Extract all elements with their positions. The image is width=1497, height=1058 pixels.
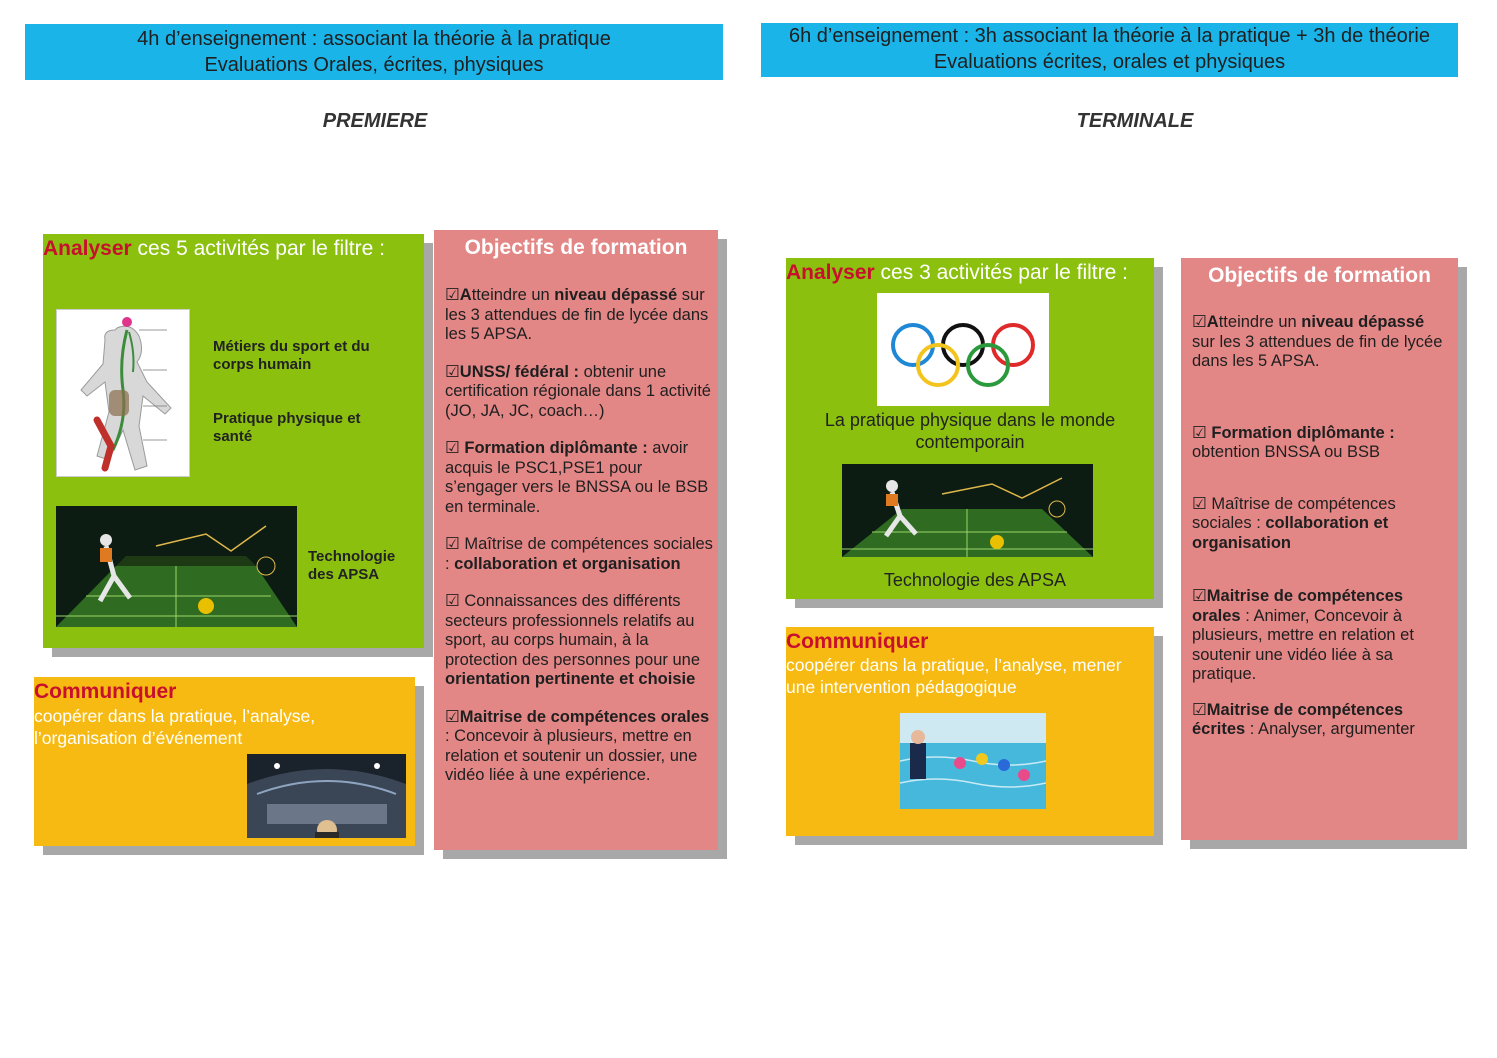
right-analyse-heading bbox=[786, 260, 1154, 286]
right-communiquer-text: coopérer dans la pratique, l’analyse, mener une intervention pédagogique bbox=[786, 655, 1122, 697]
list-item: ☑ Formation diplômante : obtention BNSSA ou BSB bbox=[1192, 423, 1395, 461]
right-banner-line2: Evaluations écrites, orales et physiques bbox=[933, 51, 1286, 73]
list-item: ☑Atteindre un niveau dépassé sur les 3 attendues de fin de lycée dans les 5 APSA. bbox=[1192, 313, 1443, 370]
label-pratique-sante: Pratique physique et santé bbox=[213, 410, 361, 445]
right-objectifs-card bbox=[1181, 258, 1458, 840]
left-banner-line2: Evaluations Orales, écrites, physiques bbox=[204, 54, 544, 76]
list-item: ☑Maitrise de compétences orales : Concevoir à plusieurs, mettre en relation et soutenir un dossier, une vidéo liée à une expérience. bbox=[445, 707, 710, 784]
right-banner-line1: 6h d’enseignement : 3h associant la théorie à la pratique + 3h de théorie bbox=[789, 25, 1430, 47]
label-monde-contemporain: La pratique physique dans le monde contemporain bbox=[824, 410, 1116, 452]
left-communiquer-text: coopérer dans la pratique, l’analyse, l’organisation d’événement bbox=[34, 706, 316, 748]
anatomy-image bbox=[56, 309, 190, 477]
technologie-image bbox=[56, 506, 297, 627]
right-analyse-rest: ces 3 activités par le filtre : bbox=[874, 261, 1128, 284]
left-analyse-card bbox=[43, 234, 424, 648]
left-analyse-rest: ces 5 activités par le filtre : bbox=[131, 237, 385, 260]
left-communiquer-title: Communiquer bbox=[34, 680, 177, 703]
left-banner-line1: 4h d’enseignement : associant la théorie à la pratique bbox=[137, 28, 611, 50]
left-objectifs-card bbox=[434, 230, 718, 850]
olympic-rings-image bbox=[877, 293, 1049, 406]
level-premiere: PREMIERE bbox=[322, 110, 428, 132]
swimming-lesson-image bbox=[900, 713, 1046, 809]
list-item: ☑ Connaissances des différents secteurs professionnels relatifs au sport, au corps humain, à la protection des personnes pour une orientation pertinente et choisie bbox=[445, 592, 701, 688]
right-analyse-card bbox=[786, 258, 1154, 599]
list-item: ☑UNSS/ fédéral : obtenir une certification régionale dans 1 activité (JO, JA, JC, coach…) bbox=[445, 362, 711, 420]
label-technologie: Technologie des APSA bbox=[308, 548, 396, 583]
right-technologie-image bbox=[842, 464, 1093, 557]
stadium-image bbox=[247, 754, 406, 838]
list-item: ☑Atteindre un niveau dépassé sur les 3 attendues de fin de lycée dans les 5 APSA. bbox=[445, 286, 709, 343]
right-communiquer-title: Communiquer bbox=[786, 630, 929, 653]
left-analyse-heading bbox=[43, 236, 424, 262]
right-label-technologie: Technologie des APSA bbox=[883, 570, 1067, 590]
list-item: ☑ Maîtrise de compétences sociales : collaboration et organisation bbox=[445, 535, 713, 573]
list-item: ☑Maitrise de compétences écrites : Analyser, argumenter bbox=[1192, 700, 1415, 738]
right-banner bbox=[761, 23, 1458, 77]
right-objectifs-title: Objectifs de formation bbox=[1208, 264, 1431, 287]
left-banner bbox=[25, 24, 723, 80]
left-communiquer-card bbox=[34, 677, 415, 846]
level-terminale: TERMINALE bbox=[1076, 110, 1194, 132]
left-analyse-keyword: Analyser bbox=[43, 237, 132, 260]
right-objectifs-list bbox=[1192, 313, 1447, 758]
right-analyse-keyword: Analyser bbox=[786, 261, 875, 284]
label-metiers: Métiers du sport et du corps humain bbox=[213, 338, 370, 373]
list-item: ☑Maitrise de compétences orales : Animer, Concevoir à plusieurs, mettre en relation et soutenir une vidéo liée à sa pratique. bbox=[1192, 587, 1414, 683]
left-objectifs-list bbox=[445, 286, 713, 804]
left-objectifs-title: Objectifs de formation bbox=[464, 236, 688, 259]
list-item: ☑ Maîtrise de compétences sociales : collaboration et organisation bbox=[1192, 494, 1396, 552]
list-item: ☑ Formation diplômante : avoir acquis le PSC1,PSE1 pour s’engager vers le BNSSA ou le BSB en terminale. bbox=[445, 439, 709, 516]
right-communiquer-card bbox=[786, 627, 1154, 836]
